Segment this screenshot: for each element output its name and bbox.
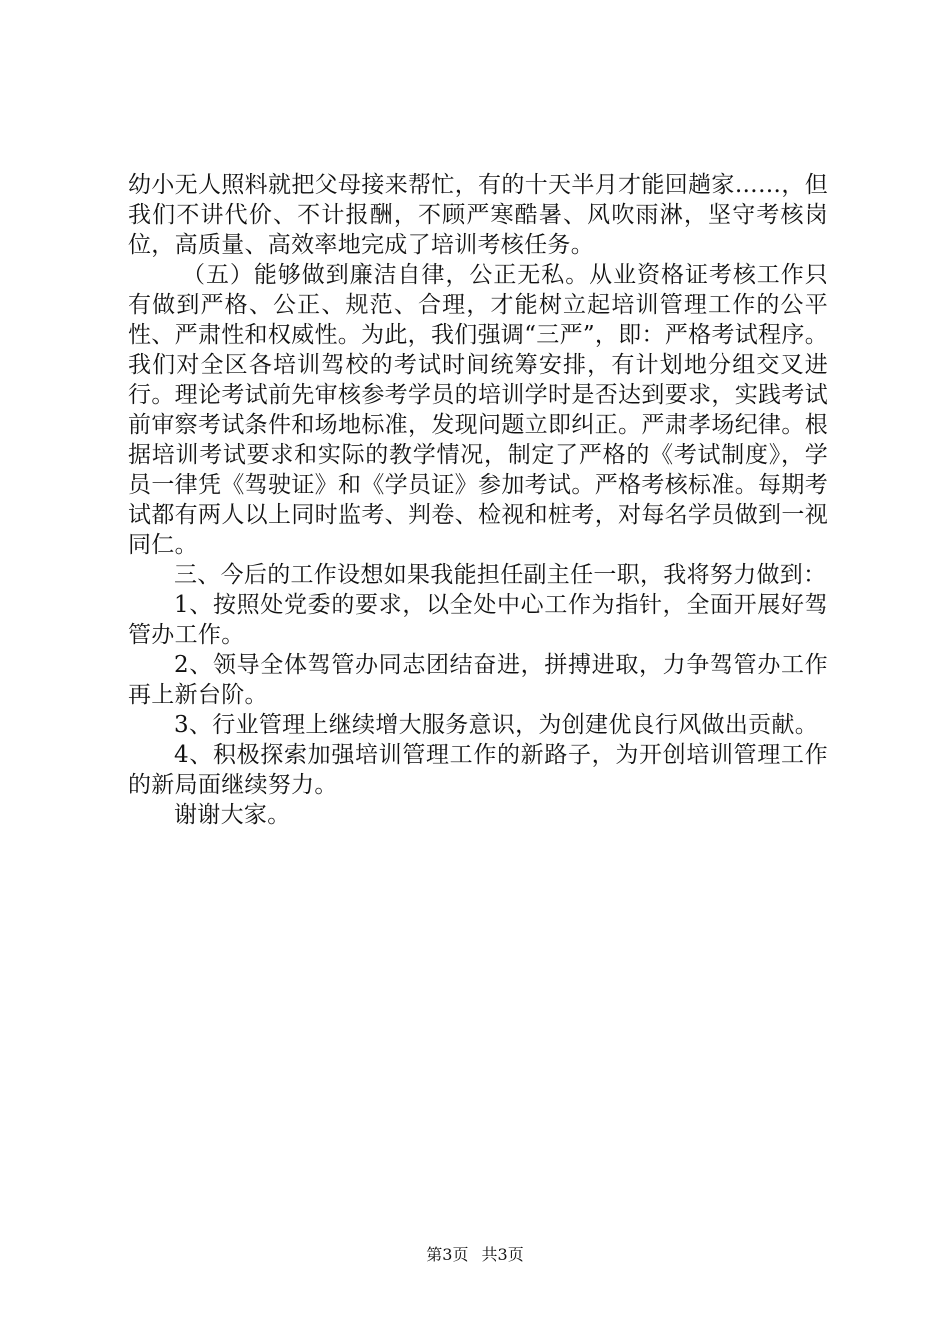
paragraph-future-plans: 三、今后的工作设想如果我能担任副主任一职，我将努力做到： bbox=[174, 562, 827, 588]
list-item-1: 1、按照处党委的要求，以全处中心工作为指针，全面开展好驾管办工作。 bbox=[128, 592, 828, 648]
list-item-3: 3、行业管理上继续增大服务意识，为创建优良行风做出贡献。 bbox=[174, 712, 819, 738]
document-body bbox=[128, 170, 828, 830]
closing-thanks: 谢谢大家。 bbox=[174, 802, 291, 828]
paragraph-integrity: （五）能够做到廉洁自律，公正无私。从业资格证考核工作只有做到严格、公正、规范、合理，才能树立起培训管理工作的公平性、严肃性和权威性。为此，我们强调“三严”，即：严格考试程序。我们对全区各培训驾校的考试时间统筹安排，有计划地分组交叉进行。理论考试前先审核参考学员的培训学时是否达到要求，实践考试前审察考试条件和场地标准，发现问题立即纠正。严肃孝场纪律。根据培训考试要求和实际的教学情况，制定了严格的《考试制度》，学员一律凭《驾驶证》和《学员证》参加考试。严格考核标准。每期考试都有两人以上同时监考、判卷、检视和桩考，对每名学员做到一视同仁。 bbox=[128, 262, 828, 558]
list-item-4: 4、积极探索加强培训管理工作的新路子，为开创培训管理工作的新局面继续努力。 bbox=[128, 742, 828, 798]
list-item-2: 2、领导全体驾管办同志团结奋进，拼搏进取，力争驾管办工作再上新台阶。 bbox=[128, 652, 828, 708]
page-number: 第3页 bbox=[426, 1245, 469, 1264]
paragraph-continuation: 幼小无人照料就把父母接来帮忙，有的十天半月才能回趟家……，但我们不讲代价、不计报酬，不顾严寒酷暑、风吹雨淋，坚守考核岗位，高质量、高效率地完成了培训考核任务。 bbox=[128, 172, 828, 258]
page-footer bbox=[0, 1245, 950, 1265]
page-total: 共3页 bbox=[481, 1245, 524, 1264]
